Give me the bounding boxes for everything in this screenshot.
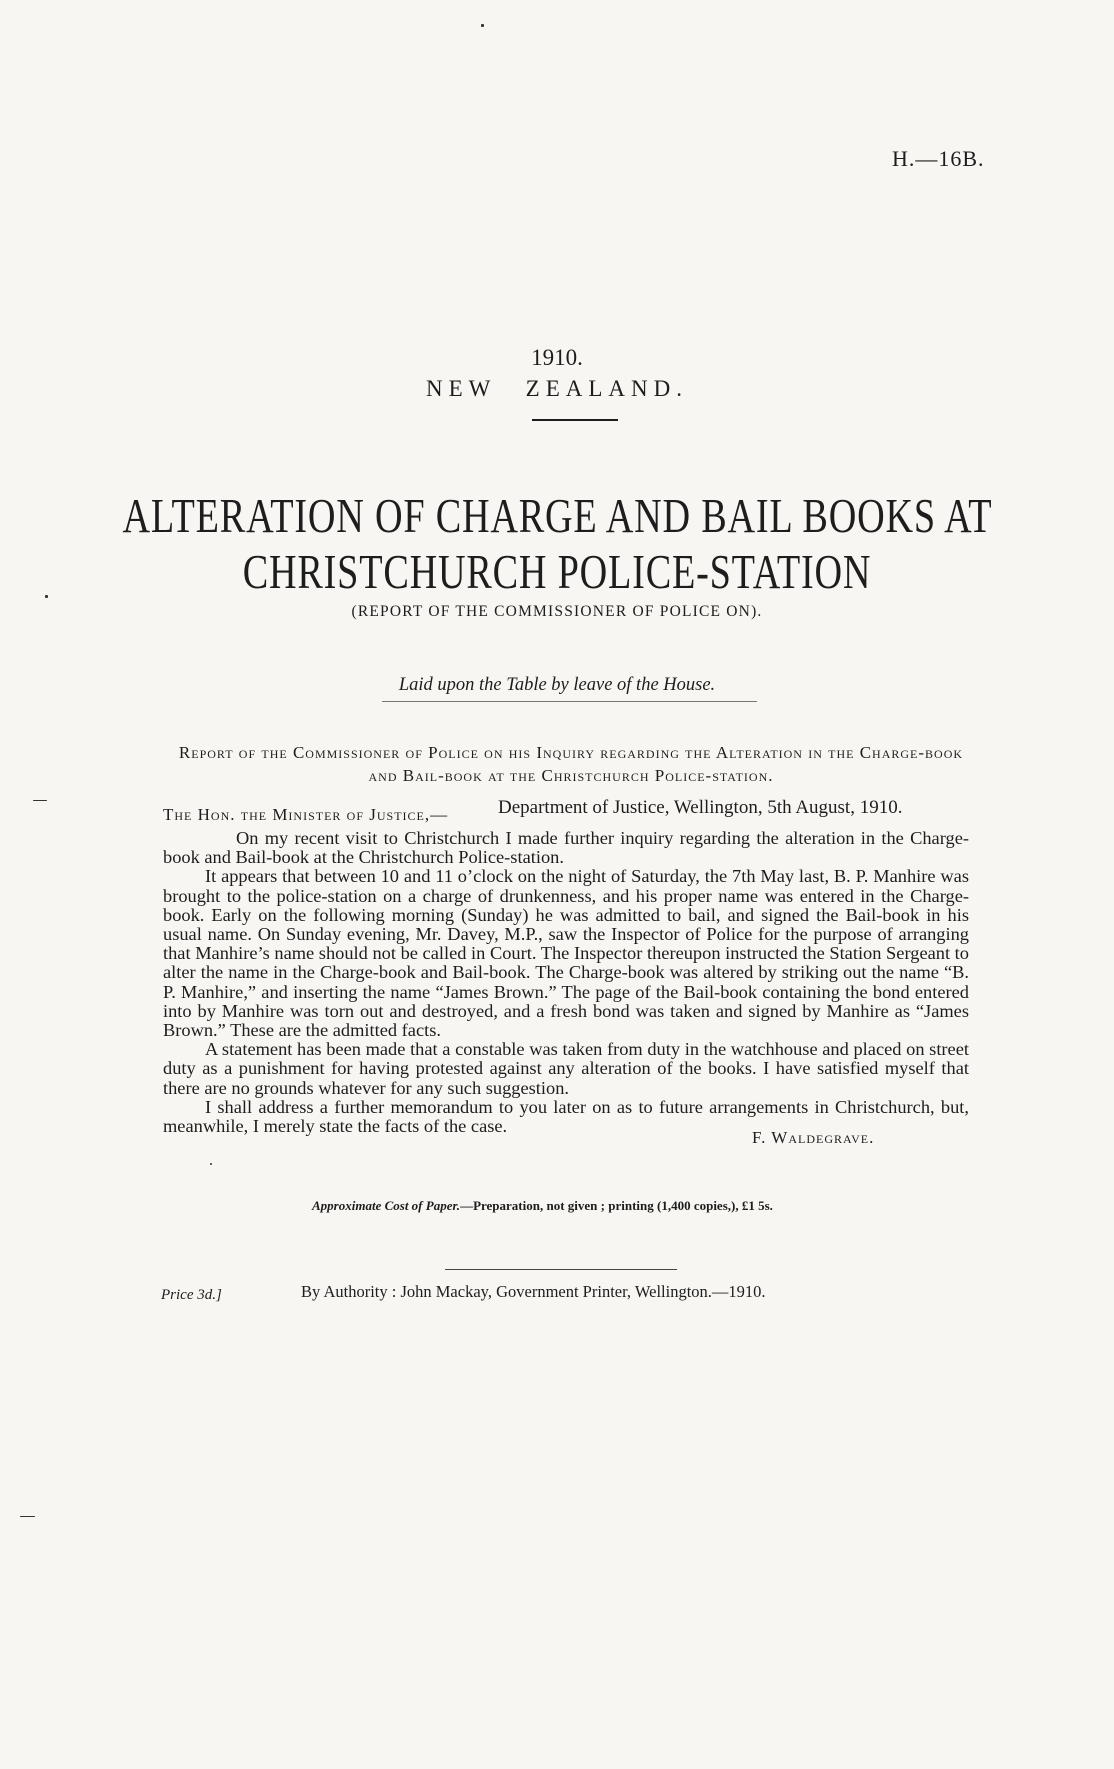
- cost-label: Approximate Cost of Paper.: [312, 1198, 461, 1213]
- scan-speck: [210, 1163, 212, 1165]
- department-dateline: Department of Justice, Wellington, 5th August, 1910.: [498, 797, 903, 818]
- subtitle: (REPORT OF THE COMMISSIONER OF POLICE ON).: [351, 603, 763, 620]
- scan-speck: [33, 800, 47, 801]
- price: Price 3d.]: [161, 1287, 222, 1303]
- report-body: [163, 829, 969, 1136]
- title-line-1: ALTERATION OF CHARGE AND BAIL BOOKS AT: [122, 488, 993, 543]
- note-rule: [382, 701, 757, 702]
- heading-rule: [532, 419, 618, 421]
- paragraph: A statement has been made that a constable was taken from duty in the watchhouse and placed on street duty as a punishment for having protested against any alteration of the books. I have satisfied myself that there are no grounds whatever for any such suggestion.: [163, 1039, 969, 1098]
- scan-speck: [20, 1516, 35, 1517]
- scan-speck: [481, 24, 484, 27]
- salutation: The Hon. the Minister of Justice,—: [163, 805, 449, 824]
- title-line-2: CHRISTCHURCH POLICE-STATION: [242, 544, 872, 599]
- cost-text: —Preparation, not given ; printing (1,400 copies,), £1 5s.: [460, 1198, 773, 1213]
- scan-speck: [45, 595, 48, 598]
- signature: F. Waldegrave.: [752, 1128, 875, 1147]
- footer-rule: [445, 1269, 677, 1270]
- paragraph: I shall address a further memorandum to you later on as to future arrangements in Christchurch, but, meanwhile, I merely state the facts of the case.: [163, 1096, 969, 1137]
- laid-upon-table-note: Laid upon the Table by leave of the House.: [398, 675, 716, 695]
- cost-of-paper-line: [312, 1198, 773, 1214]
- paragraph: It appears that between 10 and 11 o’clock on the night of Saturday, the 7th May last, B. P. Manhire was brought to the police-station on a charge of drunkenness, and his proper name was entered in the Charge-book. Early on the following morning (Sunday) he was admitted to bail, and signed the Bail-book in his usual name. On Sunday evening, Mr. Davey, M.P., saw the Inspector of Police for the purpose of arranging that Manhire’s name should not be called in Court. The Inspector thereupon instructed the Station Sergeant to alter the name in the Charge-book and Bail-book. The Charge-book was altered by striking out the name “B. P. Manhire,” and inserting the name “James Brown.” The page of the Bail-book containing the bond entered into by Manhire was torn out and destroyed, and a fresh bond was taken and signed by Manhire as “James Brown.” These are the admitted facts.: [163, 866, 969, 1041]
- report-heading: Report of the Commissioner of Police on his Inquiry regarding the Alteration in the Charge-book and Bail-book at the Christchurch Police-station.: [178, 743, 964, 785]
- printer-authority: By Authority : John Mackay, Government Printer, Wellington.—1910.: [301, 1282, 766, 1301]
- document-reference: H.—16B.: [892, 146, 985, 171]
- publication-year: 1910.: [531, 345, 583, 370]
- paragraph: On my recent visit to Christchurch I made further inquiry regarding the alteration in the Charge-book and Bail-book at the Christchurch Police-station.: [163, 828, 969, 868]
- country-heading: NEW ZEALAND.: [425, 376, 689, 401]
